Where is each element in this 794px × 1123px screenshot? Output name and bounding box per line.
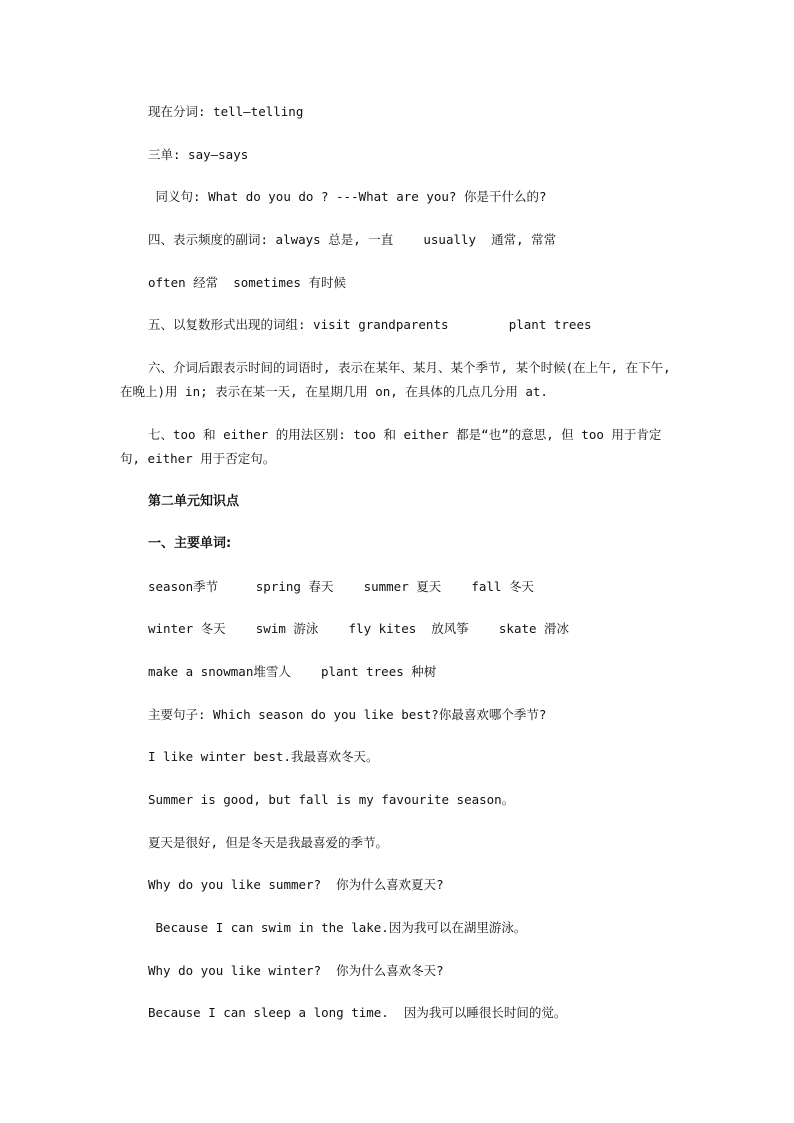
sentence-line-summer-good: Summer is good, but fall is my favourite season。	[148, 792, 515, 807]
vocab-line-activities: winter 冬天 swim 游泳 fly kites 放风筝 skate 滑冰	[148, 621, 570, 636]
sentence-line-why-summer: Why do you like summer? 你为什么喜欢夏天?	[148, 877, 444, 892]
paragraph-too-either: 七、too 和 either 的用法区别: too 和 either 都是“也”的意思, 但 too 用于肯定句, either 用于否定句。	[120, 427, 662, 466]
text-line-third-person: 三单: say—says	[148, 147, 249, 162]
sentence-line-summer-good-cn: 夏天是很好, 但是冬天是我最喜爱的季节。	[148, 835, 389, 850]
text-line-plural-phrases: 五、以复数形式出现的词组: visit grandparents plant trees	[148, 317, 592, 332]
sentence-line-like-winter: I like winter best.我最喜欢冬天。	[148, 749, 379, 764]
unit-heading: 第二单元知识点	[148, 494, 240, 509]
sentence-line-why-winter: Why do you like winter? 你为什么喜欢冬天?	[148, 963, 444, 978]
text-line-synonym-sentence: 同义句: What do you do ? ---What are you? 你是干什么的?	[148, 189, 547, 204]
text-line-often-sometimes: often 经常 sometimes 有时候	[148, 275, 346, 290]
sentence-line-sleep-long: Because I can sleep a long time. 因为我可以睡很长时间的觉。	[148, 1005, 567, 1020]
paragraph-prepositions-of-time: 六、介词后跟表示时间的词语时, 表示在某年、某月、某个季节, 某个时候(在上午, 在下午, 在晚上)用 in; 表示在某一天, 在星期几用 on, 在具体的几点几分用 at.	[120, 360, 671, 399]
vocab-line-seasons: season季节 spring 春天 summer 夏天 fall 冬天	[148, 579, 534, 594]
vocab-line-snowman: make a snowman堆雪人 plant trees 种树	[148, 664, 437, 679]
text-line-frequency-adverbs: 四、表示频度的副词: always 总是, 一直 usually 通常, 常常	[148, 232, 557, 247]
text-line-present-participle: 现在分词: tell—telling	[148, 104, 304, 119]
sentence-line-swim-lake: Because I can swim in the lake.因为我可以在湖里游泳。	[148, 920, 527, 935]
main-words-heading: 一、主要单词:	[148, 536, 232, 551]
sentence-line-which-season: 主要句子: Which season do you like best?你最喜欢哪个季节?	[148, 707, 547, 722]
